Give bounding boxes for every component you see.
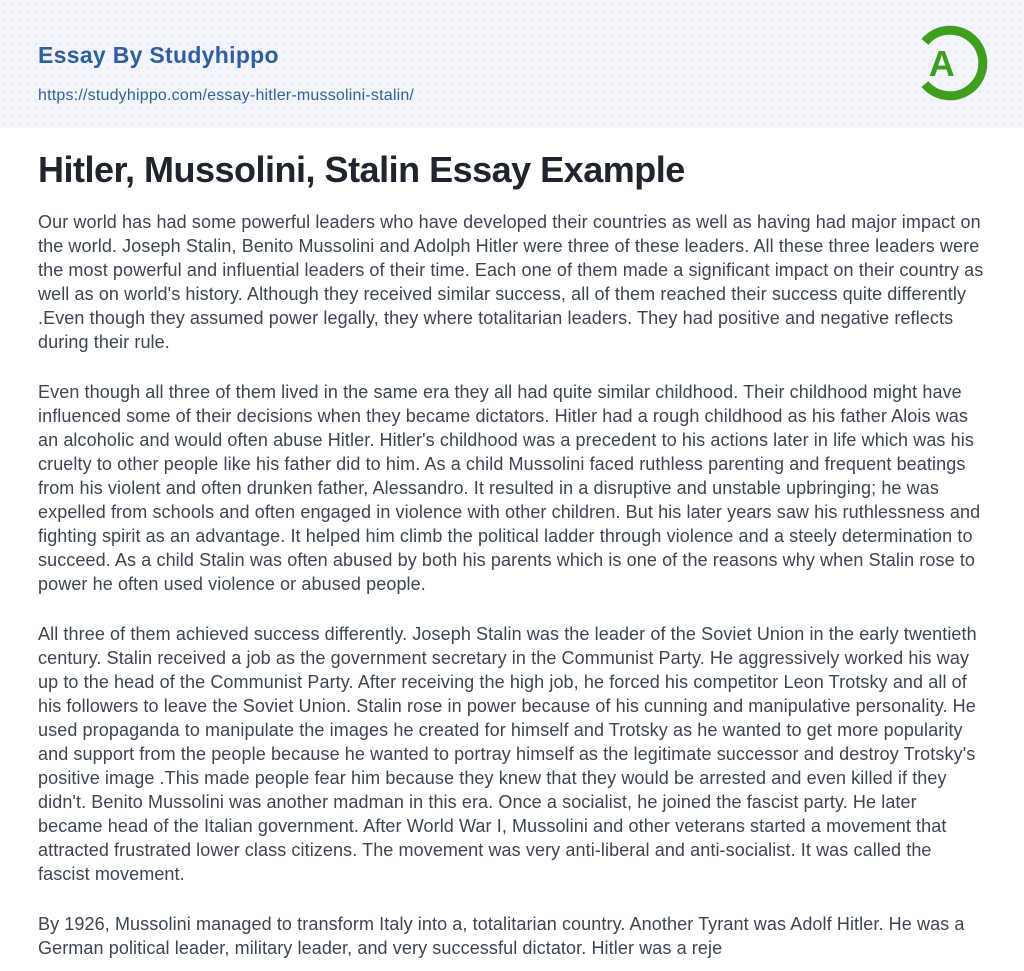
essay-paragraph-rise-to-power: All three of them achieved success differently. Joseph Stalin was the leader of the Soviet Union in the early twentieth century. Stalin received a job as the government secretary in the Communist Party. He aggressively worked his way up to the head of the Communist Party. After receiving the high job, he forced his competitor Leon Trotsky and all of his followers to leave the Soviet Union. Stalin rose in power because of his cunning and manipulative personality. He used propaganda to manipulate the images he created for himself and Trotsky as he wanted to get more popularity and support from the people because he wanted to portray himself as the legitimate successor and destroy Trotsky's positive image .This made people fear him because they knew that they would be arrested and even killed if they didn't. Benito Mussolini was another madman in this era. Once a socialist, he joined the fascist party. He later became head of the Italian government. After World War I, Mussolini and other veterans started a movement that attracted frustrated lower class citizens. The movement was very anti-liberal and anti-socialist. It was called the fascist movement.: [38, 624, 977, 884]
page-header: [0, 0, 1024, 128]
essay-content: [0, 149, 1024, 960]
essay-paragraph-childhood: Even though all three of them lived in the same era they all had quite similar childhood. Their childhood might have influenced some of their decisions when they became dictators. Hitler had a rough childhood as his father Alois was an alcoholic and would often abuse Hitler. Hitler's childhood was a precedent to his actions later in life which was his cruelty to other people like his father did to him. As a child Mussolini faced ruthless parenting and frequent beatings from his violent and often drunken father, Alessandro. It resulted in a disruptive and unstable upbringing; he was expelled from schools and often engaged in violence with other children. But his later years saw his ruthlessness and fighting spirit as an advantage. It helped him climb the political ladder through violence and a steely determination to succeed. As a child Stalin was often abused by both his parents which is one of the reasons why when Stalin rose to power he often used violence or abused people.: [38, 382, 981, 594]
essay-title: Hitler, Mussolini, Stalin Essay Example: [38, 149, 685, 190]
source-url-link[interactable]: https://studyhippo.com/essay-hitler-mussolini-stalin/: [38, 87, 415, 104]
logo-letter: A: [928, 43, 955, 85]
essay-paragraph-truncated: By 1926, Mussolini managed to transform Italy into a, totalitarian country. Another Tyrant was Adolf Hitler. He was a German political leader, military leader, and very successful dictator. Hitler was a reje: [38, 914, 965, 958]
byline: Essay By Studyhippo: [38, 42, 279, 68]
studyhippo-logo[interactable]: [909, 21, 991, 105]
essay-paragraph-intro: Our world has had some powerful leaders who have developed their countries as well as having had major impact on the world. Joseph Stalin, Benito Mussolini and Adolph Hitler were three of these leaders. All these three leaders were the most powerful and influential leaders of their time. Each one of them made a significant impact on their country as well as on world's history. Although they received similar success, all of them reached their success quite differently .Even though they assumed power legally, they where totalitarian leaders. They had positive and negative reflects during their rule.: [38, 212, 984, 352]
